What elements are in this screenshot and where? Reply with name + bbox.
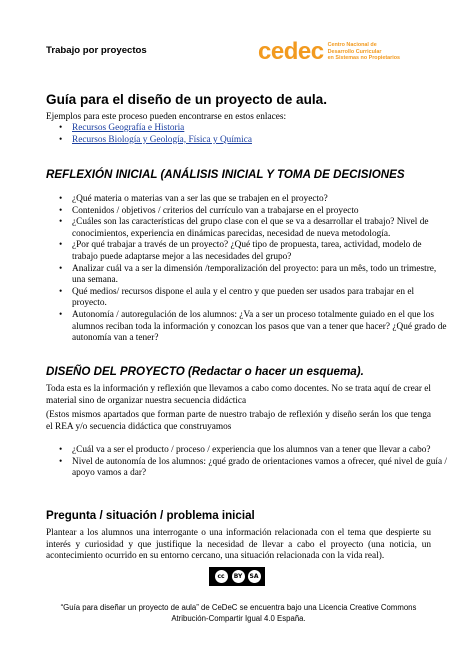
attribution-icon: BY [232, 570, 245, 583]
diseno-list [46, 445, 447, 480]
logo-subtitle [328, 42, 401, 61]
footer-line: Atribución-Compartir Igual 4.0 España. [171, 613, 306, 623]
section-heading-pregunta: Pregunta / situación / problema inicial [46, 509, 255, 522]
list-item: • ¿Cuáles son las características del grupo clase con el que se va a desarrollar el trabajo? Nivel de conocimientos, experiencia en dinámicas parecidas, necesidad de nueva metodología. [72, 217, 447, 240]
cc-icon: cc [214, 569, 229, 584]
header-text: Trabajo por proyectos [46, 45, 147, 56]
share-alike-icon: SA [248, 570, 261, 583]
list-item: • ¿Por qué trabajar a través de un proyecto? ¿Qué tipo de propuesta, tarea, actividad, modelo de trabajo puede adaptarse mejor a las necesidades del grupo? [72, 240, 447, 263]
list-item: • Analizar cuál va a ser la dimensión /temporalización del proyecto: para un mês, todo un trimestre, una semana. [72, 264, 447, 287]
pregunta-paragraph: Plantear a los alumnos una interrogante o una información relacionada con el tema que despierte su interés y curiosidad y que justifique la necesidad de llevar a cabo el proyecto (una noticia, un acontecimiento ocurrido en su entorno cercano, una situación relacionada con la vida real). [46, 528, 431, 562]
list-item: • Autonomía / autoregulación de los alumnos: ¿Va a ser un proceso totalmente guiado en el que los alumnos reciban toda la información y conozcan los pasos que van a tener que hacer? ¿Qué grado de autonomía van a tener? [72, 310, 447, 345]
footer-license [46, 603, 431, 625]
logo-subtitle-line: en Sistemas no Propietarios [327, 55, 401, 62]
logo-wordmark: cedec [258, 38, 324, 65]
reflexion-list [46, 194, 447, 345]
intro-text: Ejemplos para este proceso pueden encontrarse en estos enlaces: [46, 112, 287, 122]
list-item: • Qué medios/ recursos dispone el aula y el centro y que pueden ser usados para trabajar en el proyecto. [72, 287, 447, 310]
diseno-paragraph-note: (Estos mismos apartados que forman parte de nuestro trabajo de reflexión y diseño serán los que tenga el REA y/o secuencia didáctica que construyamos [46, 410, 431, 432]
link-biologia-fisica[interactable]: • Recursos Biología y Geología, Física y Química [72, 135, 252, 147]
diseno-paragraph: Toda esta es la información y reflexión que llevamos a cabo como docentes. No se trata aquí de crear el material sino de organizar nuestra secuencia didáctica [46, 384, 432, 406]
links-list [46, 123, 252, 146]
list-item: • Nivel de autonomía de los alumnos: ¿qué grado de orientaciones vamos a ofrecer, qué nivel de guía / apoyo vamos a dar? [72, 457, 447, 480]
list-item: • ¿Cuál va a ser el producto / proceso / experiencia que los alumnos van a tener que llevar a cabo? [72, 445, 447, 457]
logo-subtitle-line: Desarrollo Curricular [327, 48, 382, 55]
list-item: • Contenidos / objetivos / criterios del currículo van a trabajarse en el proyecto [72, 206, 447, 218]
document-title: Guía para el diseño de un proyecto de aula. [46, 92, 328, 107]
link-geografia-historia[interactable]: • Recursos Geografía e Historia [72, 123, 252, 135]
cedec-logo [258, 38, 401, 65]
section-heading-reflexion: REFLEXIÓN INICIAL (ANÁLISIS INICIAL Y TOMA DE DECISIONES [46, 168, 405, 181]
list-item: • ¿Qué materia o materias van a ser las que se trabajen en el proyecto? [72, 194, 447, 206]
logo-subtitle-line: Centro Nacional de [327, 42, 377, 49]
footer-line: “Guía para diseñar un proyecto de aula” de CeDeC se encuentra bajo una Licencia Creative Commons [60, 603, 417, 612]
section-heading-diseno: DISEÑO DEL PROYECTO (Redactar o hacer un esquema). [46, 365, 364, 378]
creative-commons-badge[interactable] [209, 567, 265, 586]
